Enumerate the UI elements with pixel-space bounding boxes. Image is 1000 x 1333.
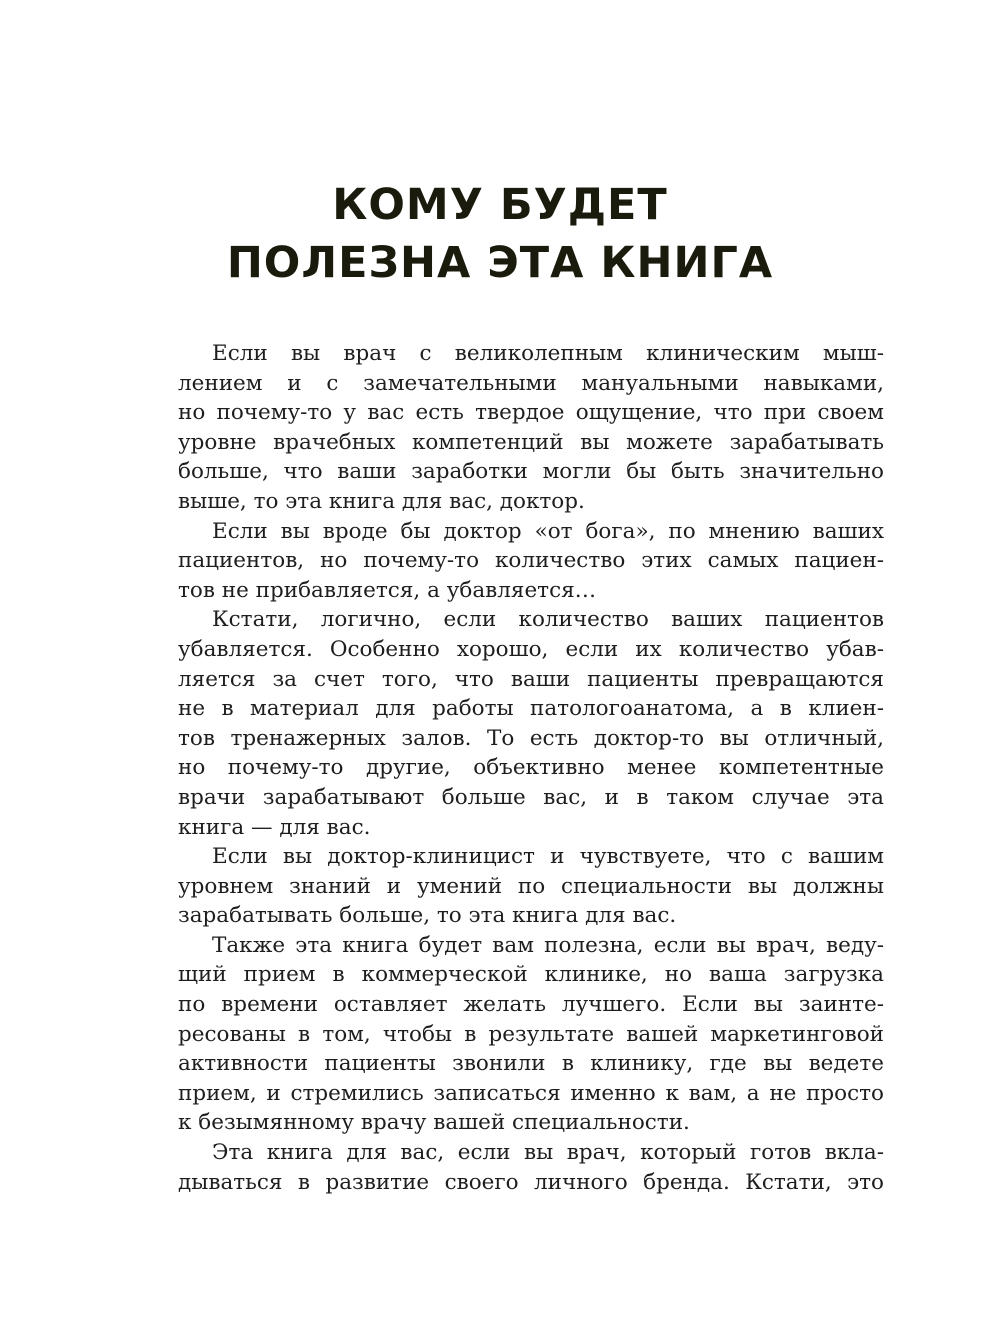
paragraph-first-line: Если вы врач с великолепным клиническим мыш- bbox=[212, 341, 884, 366]
text-line: убавляется. Особенно хорошо, если их количество убав- bbox=[178, 636, 884, 662]
title-line-2: ПОЛЕЗНА ЭТА КНИГА bbox=[226, 238, 774, 288]
paragraph-first-line: Также эта книга будет вам полезна, если вы врач, веду- bbox=[212, 932, 884, 958]
page-title bbox=[0, 176, 1000, 292]
text-line: щий прием в коммерческой клинике, но ваша загрузка bbox=[178, 962, 884, 988]
text-line: пациентов, но почему-то количество этих самых пациен- bbox=[178, 548, 884, 574]
text-line: не в материал для работы патологоанатома, а в клиен- bbox=[178, 696, 884, 722]
text-line: ляется за счет того, что ваши пациенты превращаются bbox=[178, 666, 884, 692]
text-line: врачи зарабатывают больше вас, и в таком случае эта bbox=[178, 784, 884, 810]
text-line: к безымянному врачу вашей специальности. bbox=[178, 1110, 690, 1136]
text-line: больше, что ваши заработки могли бы быть значительно bbox=[178, 459, 884, 485]
text-line: ресованы в том, чтобы в результате вашей маркетинговой bbox=[178, 1021, 884, 1047]
title-line-1: КОМУ БУДЕТ bbox=[332, 180, 668, 230]
paragraph-first-line: Если вы вроде бы доктор «от бога», по мнению ваших bbox=[212, 518, 884, 544]
paragraph-first-line: Эта книга для вас, если вы врач, который готов вкла- bbox=[212, 1140, 884, 1166]
text-line: тов тренажерных залов. То есть доктор-то вы отличный, bbox=[178, 725, 884, 751]
text-line: но почему-то другие, объективно менее компетентные bbox=[178, 755, 884, 781]
body-text bbox=[178, 339, 884, 1197]
paragraph-first-line: Кстати, логично, если количество ваших пациентов bbox=[212, 607, 884, 633]
text-line: книга — для вас. bbox=[178, 814, 371, 840]
text-line: по времени оставляет желать лучшего. Если вы заинте- bbox=[178, 992, 884, 1018]
text-line: уровнем знаний и умений по специальности вы должны bbox=[178, 873, 884, 899]
text-line: активности пациенты звонили в клинику, где вы ведете bbox=[178, 1051, 884, 1077]
text-line: тов не прибавляется, а убавляется… bbox=[178, 577, 597, 603]
text-line: дываться в развитие своего личного бренда. Кстати, это bbox=[178, 1169, 884, 1195]
text-line: лением и с замечательными мануальными навыками, bbox=[178, 370, 884, 396]
text-line: прием, и стремились записаться именно к вам, а не просто bbox=[178, 1080, 884, 1106]
text-line: зарабатывать больше, то эта книга для вас. bbox=[178, 903, 677, 929]
text-line: выше, то эта книга для вас, доктор. bbox=[178, 488, 585, 514]
paragraph-first-line: Если вы доктор-клиницист и чувствуете, что с вашим bbox=[212, 844, 884, 870]
text-line: но почему-то у вас есть твердое ощущение, что при своем bbox=[178, 400, 884, 426]
text-line: уровне врачебных компетенций вы можете зарабатывать bbox=[178, 429, 884, 455]
